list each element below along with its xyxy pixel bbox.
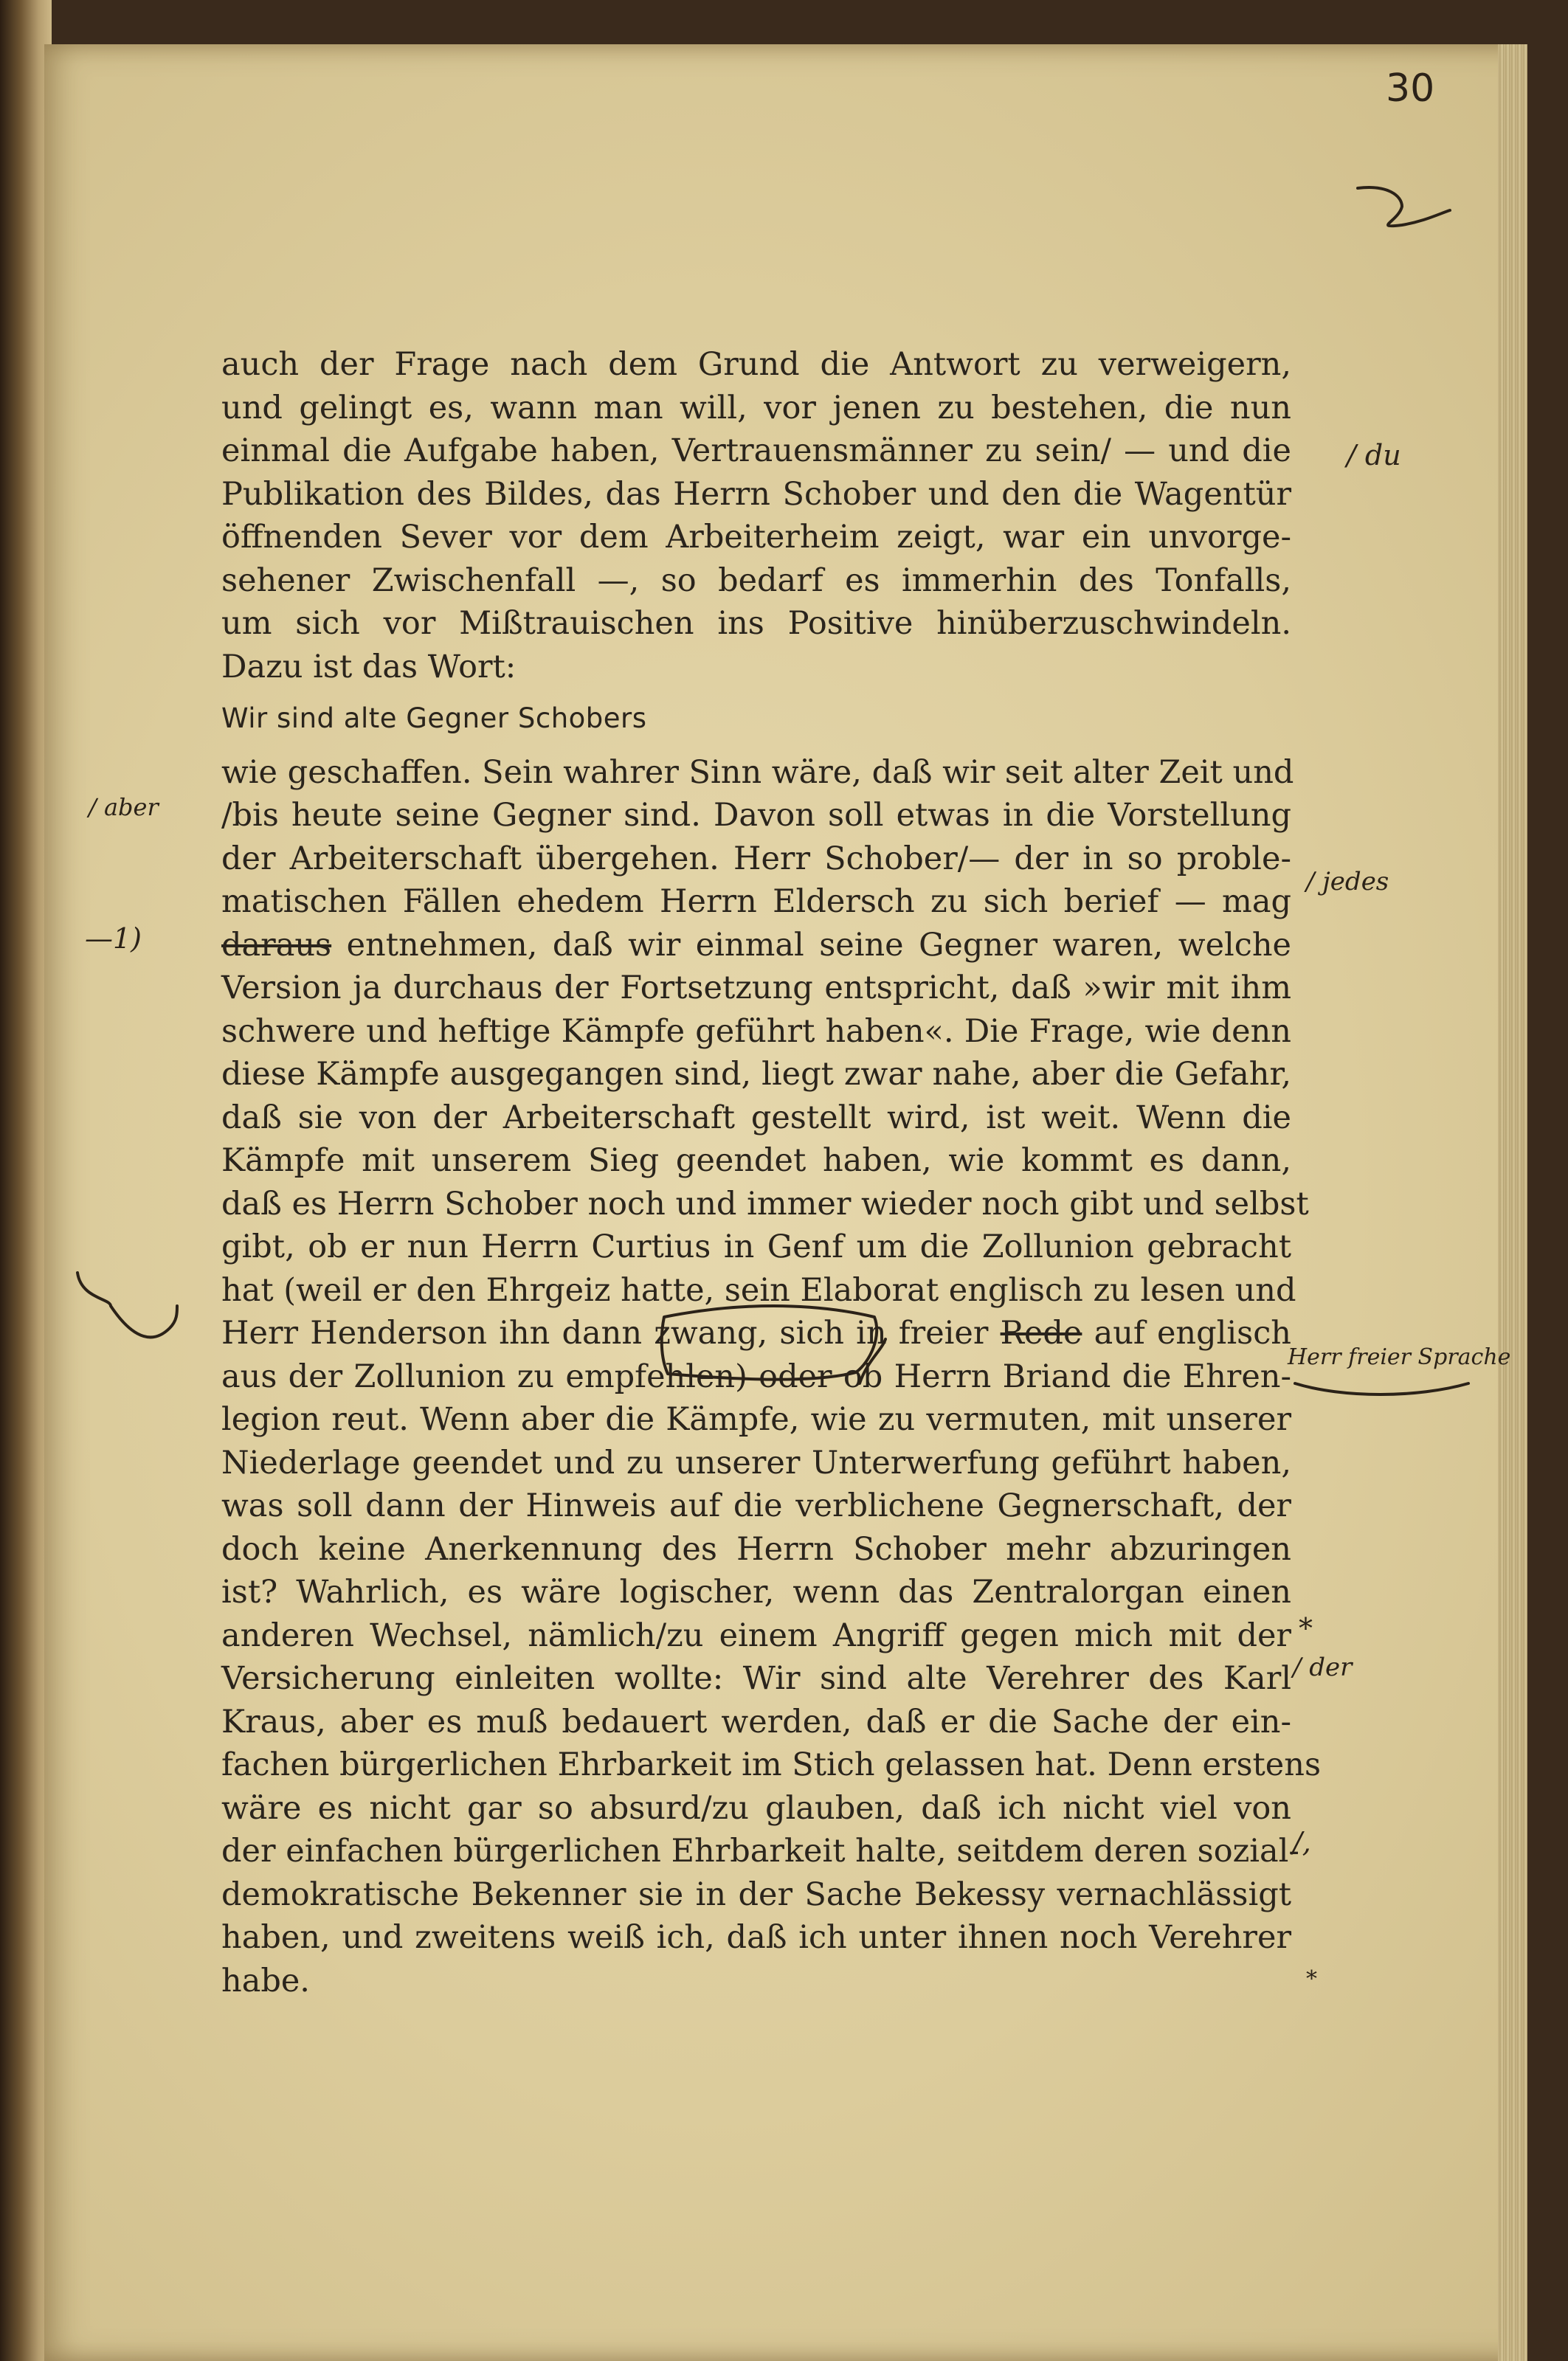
quoted-phrase: Wir sind alte Gegner Schobers bbox=[221, 702, 647, 734]
text-line: sehener Zwischenfall —, so bedarf es immerhin des Tonfalls, bbox=[221, 561, 1291, 599]
text-line: der Arbeiterschaft übergehen. Herr Schober/— der in so proble- bbox=[221, 840, 1291, 877]
text-line: anderen Wechsel, nämlich/zu einem Angriff gegen mich mit der bbox=[221, 1617, 1291, 1654]
struck-word: daraus bbox=[221, 926, 332, 964]
text-line: matischen Fällen ehedem Herrn Eldersch zu sich berief — mag bbox=[221, 883, 1291, 920]
text-line: Version ja durchaus der Fortsetzung entspricht, daß »wir mit ihm bbox=[221, 969, 1291, 1006]
text-line: was soll dann der Hinweis auf die verblichene Gegnerschaft, der bbox=[221, 1487, 1291, 1524]
text-line: Publikation des Bildes, das Herrn Schober und den die Wagentür bbox=[221, 475, 1291, 513]
text-line: legion reut. Wenn aber die Kämpfe, wie zu vermuten, mit unserer bbox=[221, 1401, 1291, 1438]
page-edges bbox=[1498, 44, 1527, 2361]
text-line: Kraus, aber es muß bedauert werden, daß er die Sache der ein- bbox=[221, 1703, 1291, 1740]
margin-note: Herr freier Sprache bbox=[1288, 1344, 1511, 1370]
margin-note: /, bbox=[1293, 1826, 1311, 1859]
page-number: 30 bbox=[1386, 66, 1435, 111]
margin-note: / aber bbox=[89, 793, 159, 821]
text-line: gibt, ob er nun Herrn Curtius in Genf um die Zollunion gebracht bbox=[221, 1228, 1291, 1265]
text-line: habe. bbox=[221, 1962, 310, 1999]
text-line: aus der Zollunion zu empfehlen) oder ob Herrn Briand die Ehren- bbox=[221, 1358, 1291, 1395]
text-line: Kämpfe mit unserem Sieg geendet haben, wie kommt es dann, bbox=[221, 1142, 1291, 1179]
text-fragment: entnehmen, daß wir einmal seine Gegner waren, welche bbox=[346, 926, 1292, 964]
text-line: um sich vor Mißtrauischen ins Positive hinüberzuschwindeln. bbox=[221, 605, 1291, 642]
text-line: diese Kämpfe ausgegangen sind, liegt zwar nahe, aber die Gefahr, bbox=[221, 1056, 1291, 1093]
text-line: der einfachen bürgerlichen Ehrbarkeit halte, seitdem deren sozial- bbox=[221, 1833, 1299, 1870]
struck-word: Rede bbox=[1000, 1315, 1082, 1352]
text-line: öffnenden Sever vor dem Arbeiterheim zeigt, war ein unvorge- bbox=[221, 519, 1291, 556]
margin-note: —1) bbox=[85, 922, 142, 955]
text-line: schwere und heftige Kämpfe geführt haben«. Die Frage, wie denn bbox=[221, 1012, 1291, 1050]
text-line: daß sie von der Arbeiterschaft gestellt wird, ist weit. Wenn die bbox=[221, 1099, 1291, 1136]
text-line: einmal die Aufgabe haben, Vertrauensmänner zu sein/ — und die bbox=[221, 432, 1291, 469]
text-line: fachen bürgerlichen Ehrbarkeit im Stich gelassen hat. Denn erstens bbox=[221, 1746, 1322, 1783]
margin-note: * bbox=[1299, 1612, 1313, 1645]
body-text bbox=[221, 343, 1322, 2002]
text-line: Niederlage geendet und zu unserer Unterwerfung geführt haben, bbox=[221, 1444, 1291, 1482]
text-fragment: auf englisch bbox=[1094, 1315, 1291, 1352]
text-line: auch der Frage nach dem Grund die Antwort zu verweigern, bbox=[221, 346, 1291, 383]
text-line: wie geschaffen. Sein wahrer Sinn wäre, daß wir seit alter Zeit und bbox=[221, 753, 1294, 791]
text-line: /bis heute seine Gegner sind. Davon soll etwas in die Vorstellung bbox=[221, 797, 1291, 834]
text-line: daß es Herrn Schober noch und immer wieder noch gibt und selbst bbox=[221, 1185, 1309, 1223]
text-line: haben, und zweitens weiß ich, daß ich unter ihnen noch Verehrer bbox=[221, 1919, 1291, 1956]
text-line: Dazu ist das Wort: bbox=[221, 648, 517, 685]
text-fragment: Herr Henderson ihn dann zwang, sich in freier bbox=[221, 1315, 989, 1352]
text-line-with-strike bbox=[221, 924, 1291, 967]
text-line: demokratische Bekenner sie in der Sache Bekessy vernachlässigt bbox=[221, 1876, 1291, 1913]
text-line: Versicherung einleiten wollte: Wir sind alte Verehrer des Karl bbox=[221, 1660, 1291, 1697]
text-line: wäre es nicht gar so absurd/zu glauben, daß ich nicht viel von bbox=[221, 1789, 1291, 1827]
text-line: ist? Wahrlich, es wäre logischer, wenn das Zentralorgan einen bbox=[221, 1574, 1291, 1611]
margin-note: * bbox=[1306, 1966, 1317, 1992]
text-line: hat (weil er den Ehrgeiz hatte, sein Elaborat englisch zu lesen und bbox=[221, 1271, 1296, 1309]
margin-note: / du bbox=[1347, 439, 1401, 471]
text-line: und gelingt es, wann man will, vor jenen zu bestehen, die nun bbox=[221, 389, 1291, 426]
margin-note: / der bbox=[1293, 1653, 1353, 1682]
text-line-with-strike bbox=[221, 1312, 1291, 1355]
margin-note: / jedes bbox=[1306, 867, 1389, 896]
text-line: doch keine Anerkennung des Herrn Schober mehr abzuringen bbox=[221, 1530, 1291, 1568]
